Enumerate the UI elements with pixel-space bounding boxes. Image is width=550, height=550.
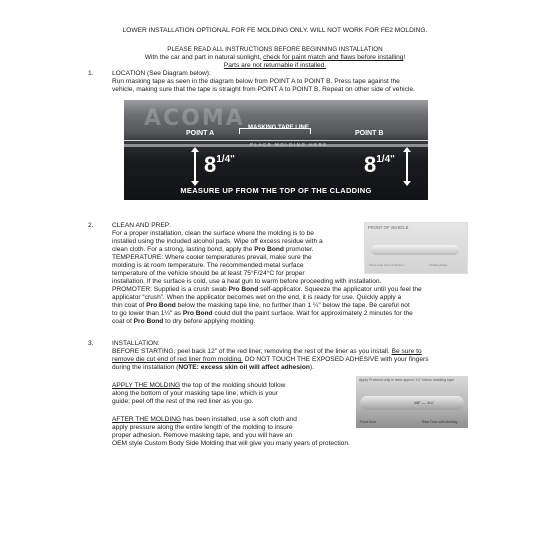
front-door-label: Front Door <box>360 420 377 424</box>
measure-instruction: MEASURE UP FROM THE TOP OF THE CLADDING <box>180 186 372 195</box>
molding-closeup <box>360 396 464 410</box>
photo-2-measure: 1/8" — 1¼" <box>413 400 434 405</box>
be-sure-text: Be sure to <box>391 348 422 355</box>
section-1-line-2: vehicle, making sure that the tape is straight from POINT A to POINT B. Repeat on other side of vehicle. <box>112 86 415 93</box>
not-returnable: Parts are not returnable if installed. <box>223 62 327 69</box>
section-2-line-5: molding is at room temperature. The recommended metal surface <box>112 262 304 269</box>
molding-line <box>124 140 428 141</box>
section-1-line-1: Run masking tape as seen in the diagram below from POINT A to POINT B. Press tape against the <box>112 78 400 85</box>
section-3-title: INSTALLATION: <box>112 340 160 347</box>
before-starting-label: BEFORE STARTING, <box>112 348 176 355</box>
point-a-label: POINT A <box>186 130 215 137</box>
s2-l8a: Supplied is a crush swab <box>153 286 227 293</box>
after-molding-label: AFTER THE MOLDING <box>112 416 182 423</box>
after-line-2: apply pressure along the entire length of the molding to insure <box>112 424 293 431</box>
molding-sample <box>371 245 459 255</box>
photo-1-note-2: Molding Edge <box>429 263 448 267</box>
photo-1-note-1: Place tape at Front Bottom <box>369 263 405 267</box>
s2-l10a: thin coat of <box>112 302 145 309</box>
s2-l11a: to go lower than 1¼" as <box>112 310 182 317</box>
probond-term: Pro Bond <box>133 318 164 325</box>
s2-l10b: below the masking tape line, no further than 1 ¼" below the tape. Be careful not <box>177 302 410 309</box>
s3-l2b: DO NOT TOUCH THE EXPOSED ADHESIVE with your fingers <box>244 356 429 363</box>
right-arrow <box>406 151 408 182</box>
left-arrow <box>194 151 196 182</box>
section-1-number: 1. <box>88 70 94 77</box>
section-2-line-6: temperature of the vehicle should be at least 75°F/24°C for proper <box>112 270 305 277</box>
s3-l1b: peel back 12" of the red liner, removing the rest of the liner as you install. <box>177 348 390 355</box>
apply-line-2: along the bottom of your masking tape line, which is your <box>112 390 279 397</box>
location-diagram <box>124 100 428 200</box>
s2-l12a: coat of <box>112 318 132 325</box>
read-instructions: PLEASE READ ALL INSTRUCTIONS BEFORE BEGINNING INSTALLATION <box>167 46 383 53</box>
s2-l4: Where cooler temperatures prevail, make sure the <box>165 254 312 261</box>
section-3-line-3 <box>112 364 314 373</box>
section-2-line-1: For a proper installation, clean the surface where the molding is to be <box>112 230 314 237</box>
paint-match-text: With the car and part in natural sunlight, <box>144 54 262 61</box>
masking-tape-label: MASKING TAPE LINE <box>248 125 309 131</box>
vehicle-brand-lettering: ACOMA <box>144 106 245 131</box>
s2-l8b: self-applicator. Squeeze the applicator until you feel the <box>260 286 422 293</box>
probond-term: Pro Bond <box>146 302 176 309</box>
probond-term: Pro Bond <box>254 246 284 253</box>
point-b-label: POINT B <box>355 130 384 137</box>
temperature-label: TEMPERATURE: <box>112 254 164 261</box>
section-2-line-2: installed using the included alcohol pads. Wipe off excess residue with a <box>112 238 323 245</box>
apply-line-3: guide; peel off the rest of the red liner as you go. <box>112 398 254 405</box>
s3-l3b: ). <box>309 364 314 371</box>
rear-door-label: Rear Door with Molding <box>422 420 458 424</box>
section-3-number: 3. <box>88 340 94 347</box>
s2-l11b: could dull the paint surface. Wait for approximately 2 minutes for the <box>214 310 413 317</box>
promoter-label: PROMOTER: <box>112 286 152 293</box>
probond-term: Pro Bond <box>228 286 259 293</box>
left-meas-value: 8 <box>204 152 217 177</box>
left-measurement <box>204 152 235 178</box>
place-molding-hint: PLACE MOLDING HERE <box>250 142 328 147</box>
after-line-4: OEM style Custom Body Side Molding that will give you many years of protection. <box>112 440 350 447</box>
header-note: LOWER INSTALLATION OPTIONAL FOR FE MOLDING ONLY. WILL NOT WORK FOR FE2 MOLDING. <box>122 27 428 34</box>
front-of-vehicle-photo <box>364 222 468 274</box>
s3-a1: the top of the molding should follow <box>182 382 286 389</box>
paint-match-link: check for paint match and flaws before installing <box>263 54 404 61</box>
section-2-line-9: applicator “crush”. When the applicator becomes wet on the end, it is ready for use. Quickly apply a <box>112 294 402 301</box>
skin-oil-note: NOTE: excess skin oil will affect adhesion <box>178 364 310 371</box>
after-line-3: proper adhesion. Remove masking tape, and you will have an <box>112 432 293 439</box>
remove-die-cut-text: remove die cut end of red liner from molding. <box>112 356 243 363</box>
paint-match-end: ! <box>403 54 406 61</box>
s2-l3a: clean cloth. For a strong, lasting bond, apply the <box>112 246 253 253</box>
apply-molding-label: APPLY THE MOLDING <box>112 382 181 389</box>
right-measurement <box>364 152 395 178</box>
left-meas-fraction: 1/4" <box>216 154 235 165</box>
section-1-title: LOCATION (See Diagram below): <box>112 70 211 77</box>
probond-application-photo <box>356 376 468 428</box>
right-meas-value: 8 <box>364 152 377 177</box>
section-2-line-12 <box>112 318 255 327</box>
s2-l3b: promoter. <box>285 246 314 253</box>
photo-2-caption: Apply Probond only in area approx 1¼" below masking tape <box>359 378 455 382</box>
s3-l3a: during the installation ( <box>112 364 179 371</box>
probond-term: Pro Bond <box>182 310 213 317</box>
section-2-line-7: installation. If the surface is cold, use a heat gun to warm before proceeding with installation. <box>112 278 382 285</box>
section-2-number: 2. <box>88 222 94 229</box>
section-2-title: CLEAN AND PREP: <box>112 222 171 229</box>
right-meas-fraction: 1/4" <box>376 154 395 165</box>
photo-1-caption: FRONT OF VEHICLE <box>368 225 409 230</box>
s2-l12b: to dry before applying molding. <box>165 318 256 325</box>
s3-b1: has been installed, use a soft cloth and <box>182 416 297 423</box>
